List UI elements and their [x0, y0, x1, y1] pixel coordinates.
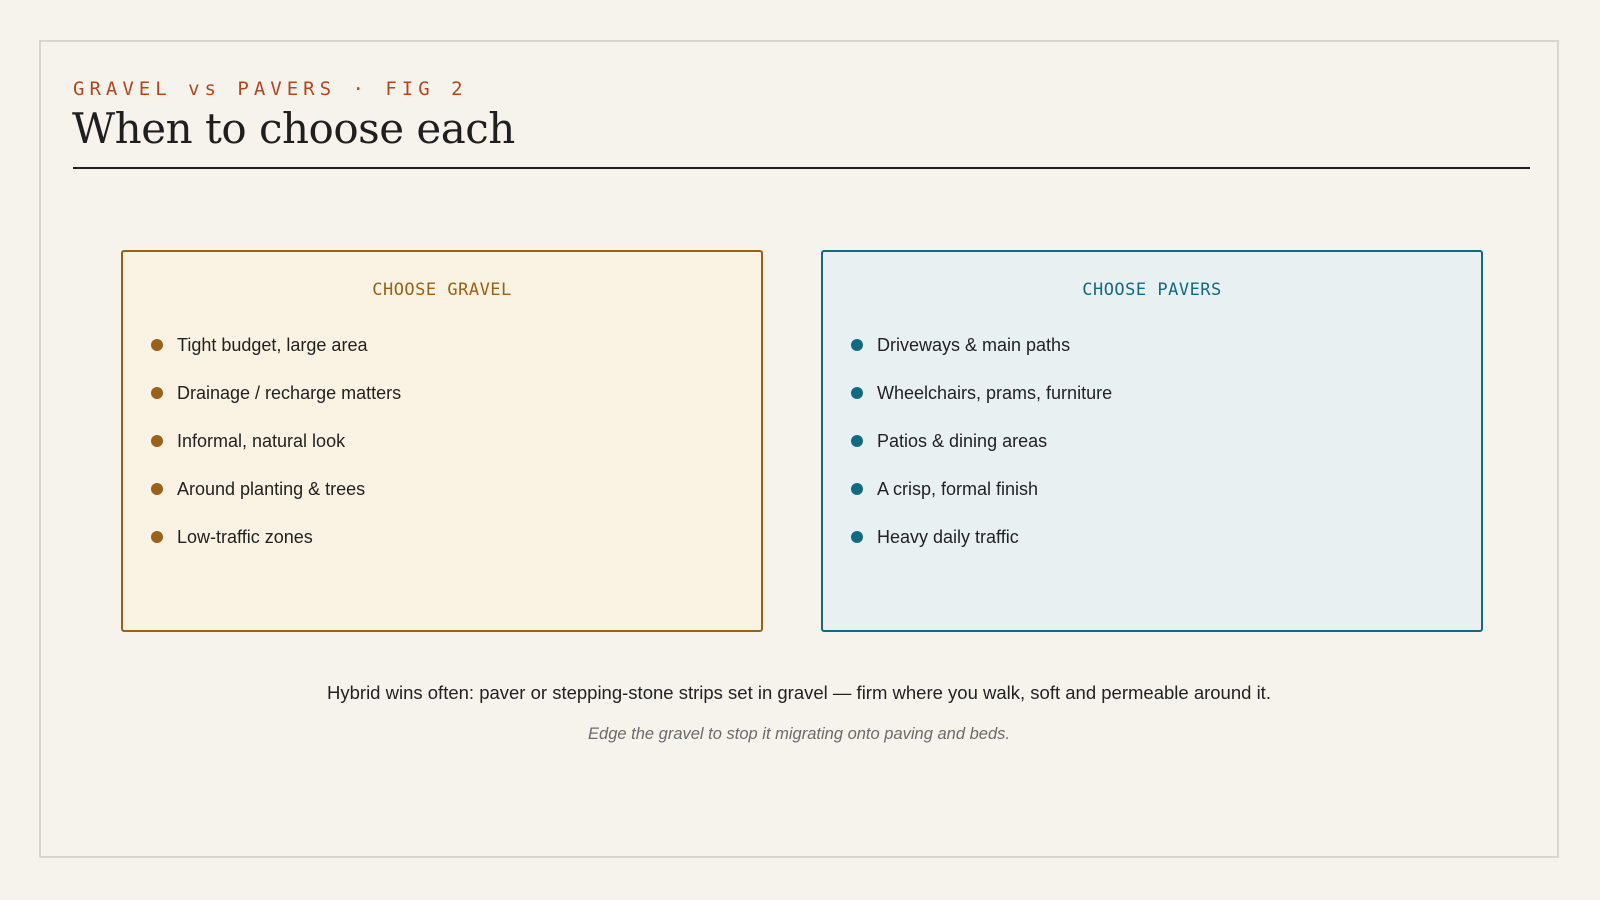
slide-frame: [39, 40, 1559, 858]
bullet-dot-icon: [851, 531, 863, 543]
list-item: [851, 428, 1112, 476]
list-item-text: Patios & dining areas: [877, 431, 1048, 451]
gravel-card: [121, 250, 763, 632]
list-item: [851, 380, 1112, 428]
title-divider: [73, 167, 1530, 169]
figure-eyebrow: GRAVEL vs PAVERS · FIG 2: [73, 78, 468, 100]
list-item: [151, 524, 401, 572]
list-item: [851, 476, 1112, 524]
gravel-card-title: CHOOSE GRAVEL: [372, 280, 512, 300]
bullet-dot-icon: [151, 483, 163, 495]
list-item-text: Wheelchairs, prams, furniture: [877, 383, 1113, 403]
bullet-dot-icon: [151, 435, 163, 447]
list-item: [151, 380, 401, 428]
pavers-card-title: CHOOSE PAVERS: [1082, 280, 1222, 300]
page-title: When to choose each: [72, 104, 515, 153]
gravel-list: [151, 332, 401, 572]
list-item-text: Low-traffic zones: [177, 527, 313, 547]
hybrid-note: Hybrid wins often: paver or stepping-stone strips set in gravel — firm where you walk, soft and permeable around it.: [327, 682, 1271, 703]
list-item-text: Around planting & trees: [177, 479, 366, 499]
bullet-dot-icon: [851, 387, 863, 399]
pavers-list: [851, 332, 1112, 572]
pavers-card: [821, 250, 1483, 632]
edging-tip: Edge the gravel to stop it migrating onto paving and beds.: [588, 725, 1010, 743]
list-item: [851, 332, 1112, 380]
bullet-dot-icon: [151, 387, 163, 399]
list-item-text: Driveways & main paths: [877, 335, 1071, 355]
list-item: [151, 332, 401, 380]
bullet-dot-icon: [851, 483, 863, 495]
list-item: [151, 428, 401, 476]
bullet-dot-icon: [851, 435, 863, 447]
list-item-text: Heavy daily traffic: [877, 527, 1019, 547]
list-item-text: Drainage / recharge matters: [177, 383, 402, 403]
list-item: [851, 524, 1112, 572]
bullet-dot-icon: [151, 339, 163, 351]
list-item-text: Informal, natural look: [177, 431, 346, 451]
list-item: [151, 476, 401, 524]
list-item-text: A crisp, formal finish: [877, 479, 1039, 499]
list-item-text: Tight budget, large area: [177, 335, 368, 355]
bullet-dot-icon: [151, 531, 163, 543]
bullet-dot-icon: [851, 339, 863, 351]
